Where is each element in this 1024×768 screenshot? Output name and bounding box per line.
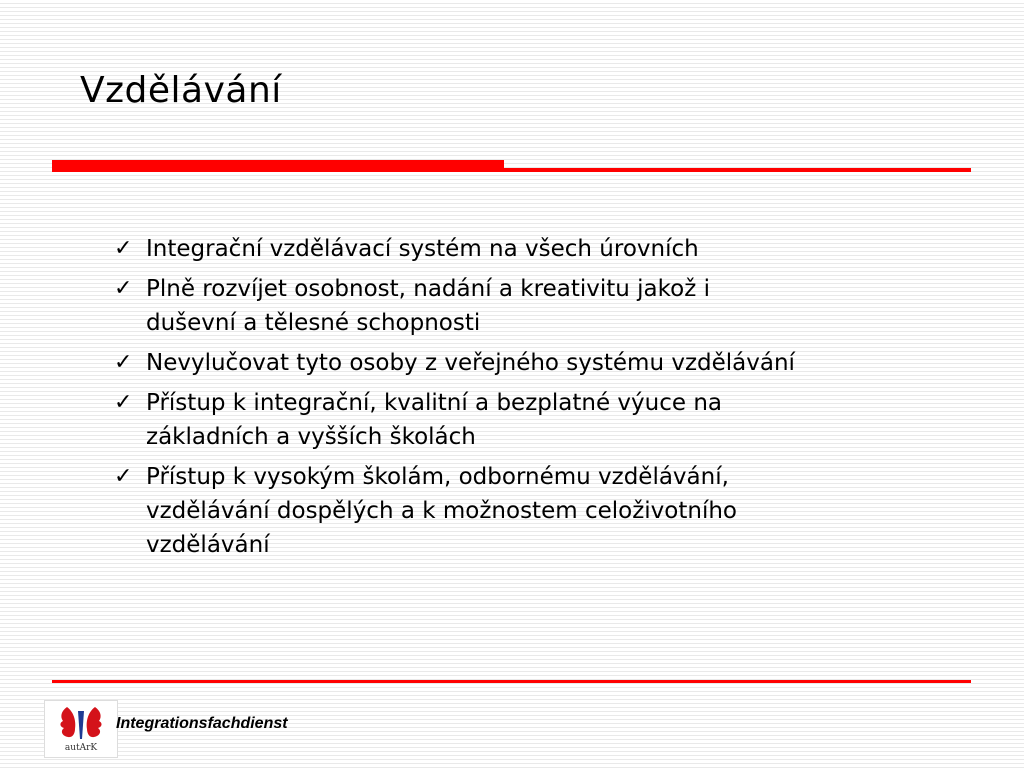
bullet-item [110, 386, 990, 454]
bullet-text-line: vzdělávání [146, 532, 270, 558]
title-underline-thin [504, 168, 971, 172]
checkmark-icon: ✓ [114, 276, 133, 301]
checkmark-icon: ✓ [114, 350, 133, 375]
bullet-item [110, 232, 990, 266]
title-underline-thick [52, 160, 504, 172]
bullet-item [110, 460, 990, 562]
faces-logo-icon [45, 701, 117, 745]
checkmark-icon: ✓ [114, 390, 133, 415]
bullet-list [110, 232, 990, 568]
bullet-text-line: Integrační vzdělávací systém na všech úrovních [146, 236, 699, 262]
bullet-text-line: základních a vyšších školách [146, 424, 476, 450]
bullet-text-line: vzdělávání dospělých a k možnostem celoživotního [146, 498, 737, 524]
bullet-text-line: Přístup k vysokým školám, odbornému vzdělávání, [146, 464, 729, 490]
slide-title: Vzdělávání [80, 70, 282, 111]
logo-text: autArK [64, 743, 98, 753]
footer-divider [52, 680, 971, 683]
footer-organization: Integrationsfachdienst [116, 715, 288, 732]
bullet-text-line: Přístup k integrační, kvalitní a bezplatné výuce na [146, 390, 722, 416]
bullet-text-line: duševní a tělesné schopnosti [146, 310, 481, 336]
checkmark-icon: ✓ [114, 464, 133, 489]
bullet-item [110, 346, 990, 380]
bullet-text-line: Nevylučovat tyto osoby z veřejného systému vzdělávání [146, 350, 795, 376]
autark-logo [44, 700, 118, 758]
checkmark-icon: ✓ [114, 236, 133, 261]
bullet-text-line: Plně rozvíjet osobnost, nadání a kreativitu jakož i [146, 276, 710, 302]
bullet-item [110, 272, 990, 340]
